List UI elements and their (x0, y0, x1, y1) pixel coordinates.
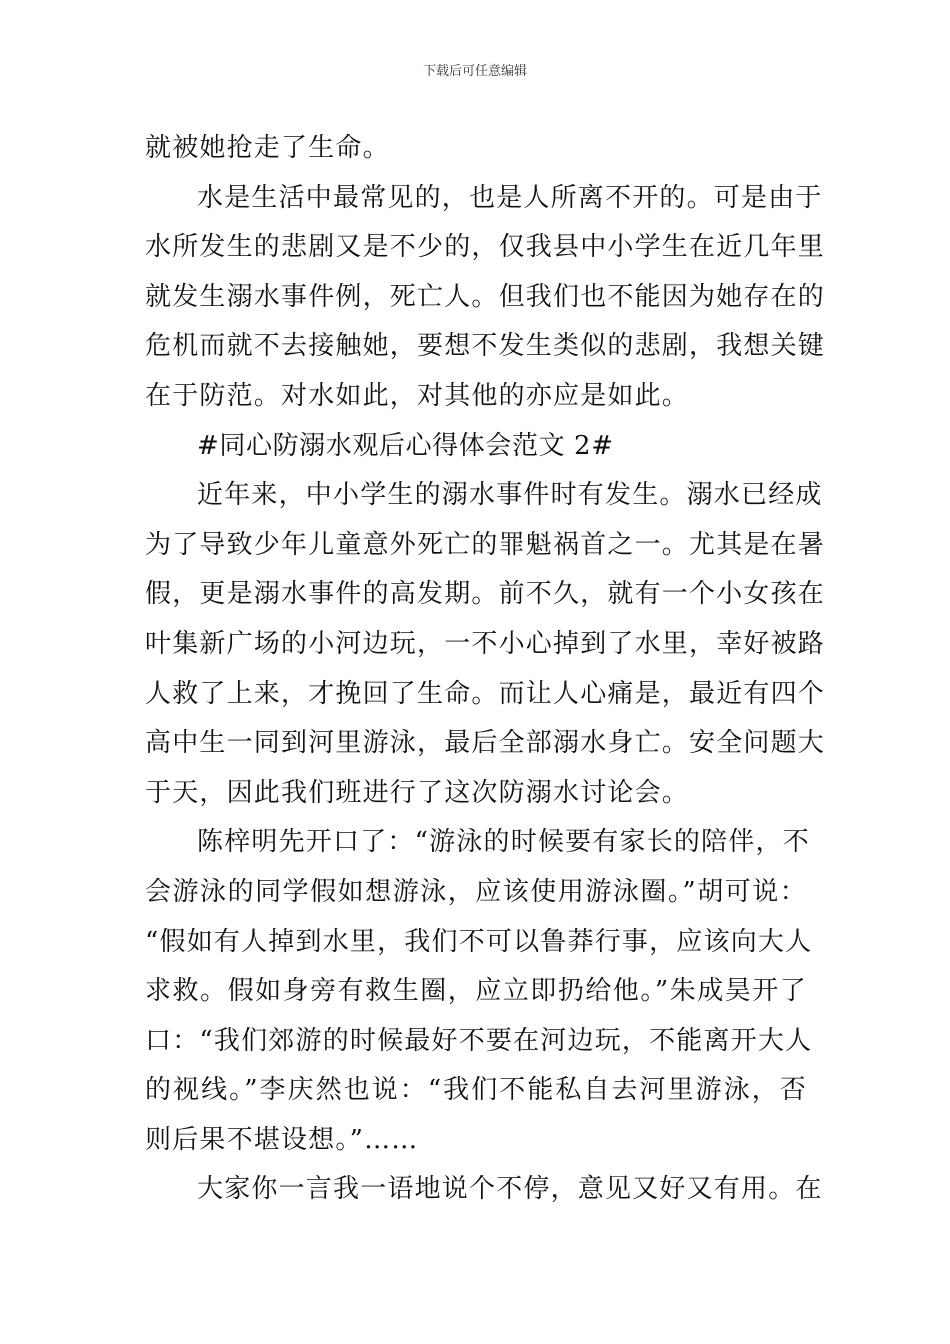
section-heading: #同心防溺水观后心得体会范文 2# (197, 430, 614, 461)
paragraph-start-line: 大家你一言我一语地说个不停，意见又好又有用。在 (197, 1174, 823, 1205)
text-line: 求救。假如身旁有救生圈，应立即扔给他。”朱成昊开了 (145, 976, 807, 1007)
text-line: 就被她抢走了生命。 (145, 133, 390, 163)
text-line: 就发生溺水事件例，死亡人。但我们也不能因为她存在的 (145, 281, 826, 312)
paragraph-start-line: 陈梓明先开口了：“游泳的时候要有家长的陪伴，不 (197, 827, 810, 858)
text-line: 口：“我们郊游的时候最好不要在河边玩，不能离开大人 (145, 1025, 813, 1056)
paragraph-start-line: 水是生活中最常见的，也是人所离不开的。可是由于 (197, 182, 823, 213)
text-line: 叶集新广场的小河边玩，一不小心掉到了水里，幸好被路 (145, 628, 826, 659)
text-line: 在于防范。对水如此，对其他的亦应是如此。 (145, 380, 690, 411)
text-line: 高中生一同到河里游泳，最后全部溺水身亡。安全问题大 (145, 728, 826, 759)
text-line: 为了导致少年儿童意外死亡的罪魁祸首之一。尤其是在暑 (145, 529, 826, 560)
document-body (145, 124, 826, 1215)
page-header: 下载后可任意编辑 (422, 64, 527, 79)
text-line: “假如有人掉到水里，我们不可以鲁莽行事，应该向大人 (145, 926, 813, 957)
text-line: 危机而就不去接触她，要想不发生类似的悲剧，我想关键 (145, 331, 826, 362)
text-line: 水所发生的悲剧又是不少的，仅我县中小学生在近几年里 (145, 232, 826, 263)
text-line: 于天，因此我们班进行了这次防溺水讨论会。 (145, 777, 690, 808)
text-line: 则后果不堪设想。”…… (145, 1124, 419, 1155)
paragraph-start-line: 近年来，中小学生的溺水事件时有发生。溺水已经成 (197, 480, 823, 511)
text-line: 的视线。”李庆然也说：“我们不能私自去河里游泳，否 (145, 1075, 807, 1106)
text-line: 假，更是溺水事件的高发期。前不久，就有一个小女孩在 (145, 579, 826, 610)
text-line: 人救了上来，才挽回了生命。而让人心痛是，最近有四个 (145, 678, 826, 709)
text-line: 会游泳的同学假如想游泳，应该使用游泳圈。”胡可说： (145, 876, 807, 907)
